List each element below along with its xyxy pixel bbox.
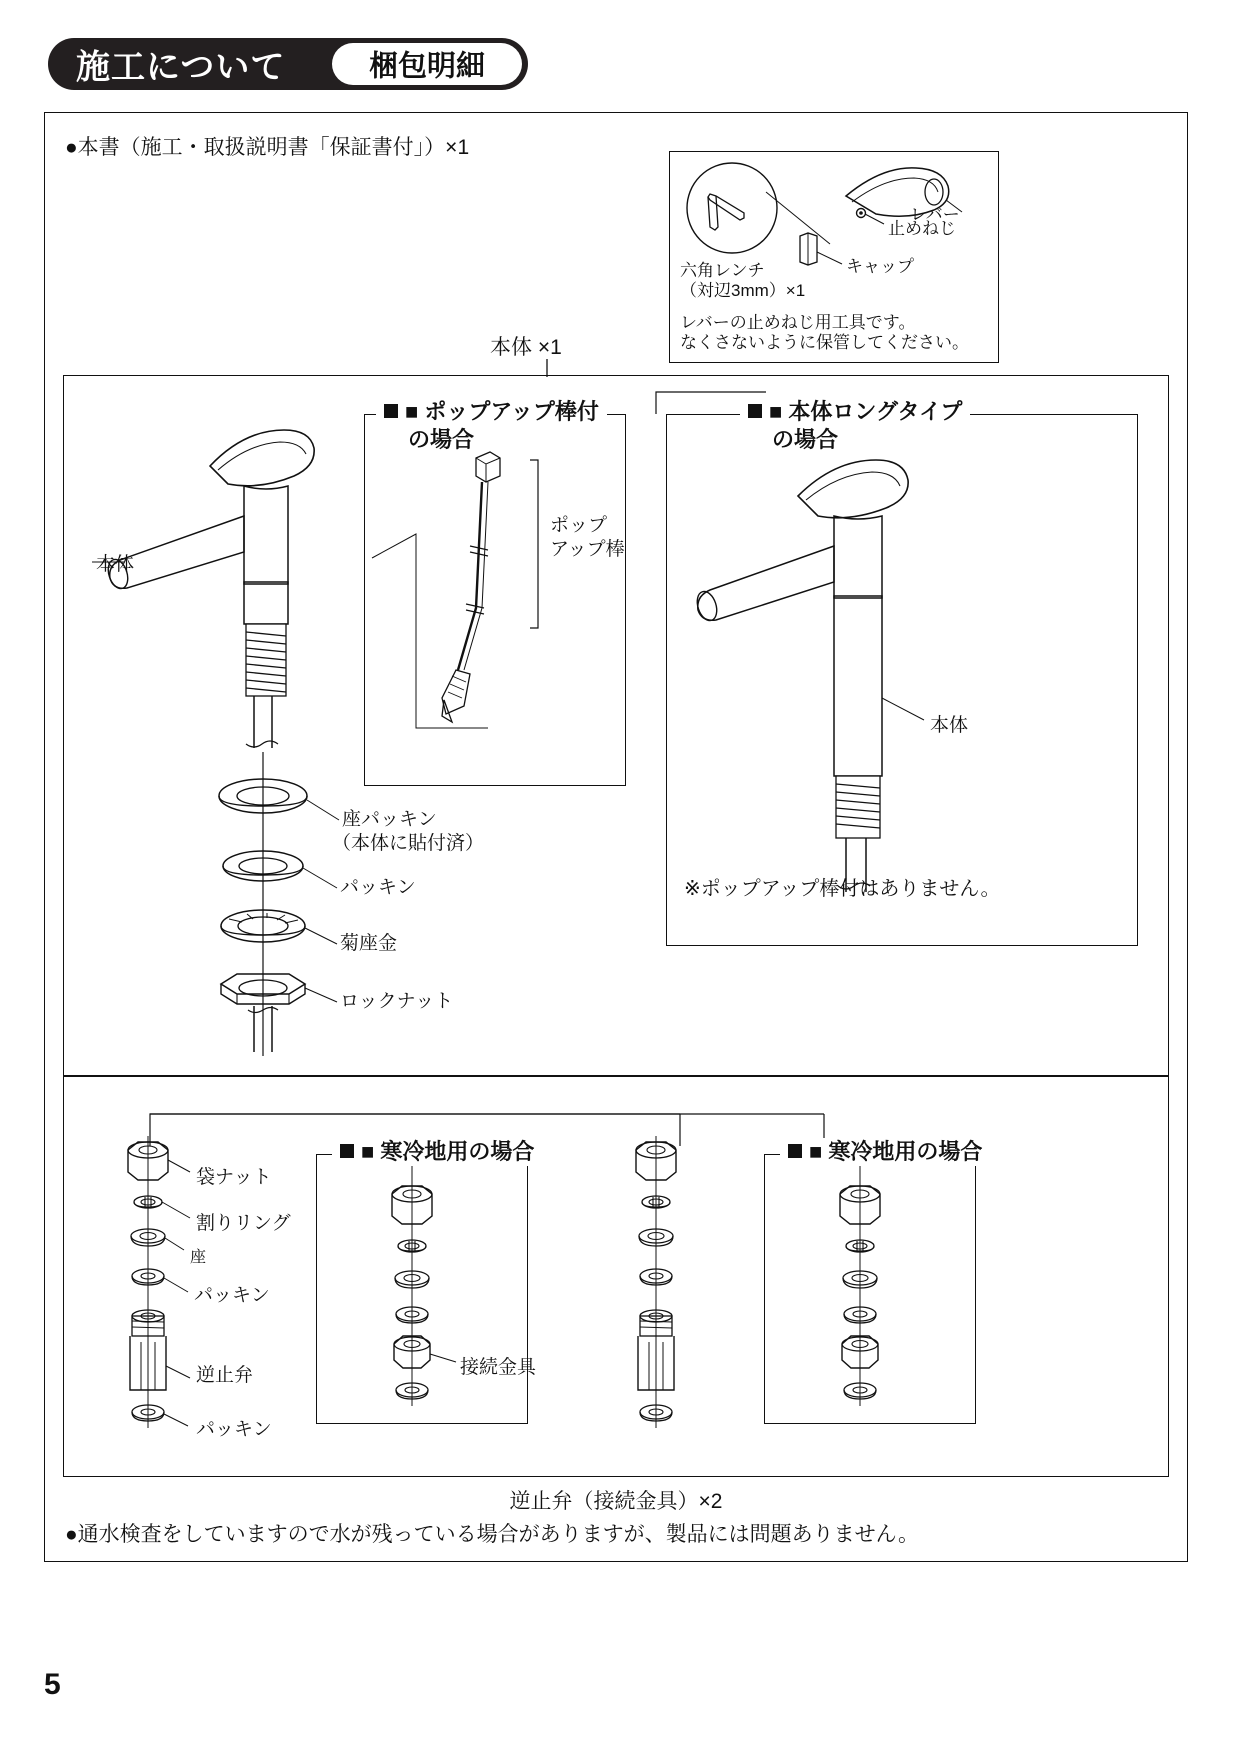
hex-wrench-inset — [669, 151, 999, 363]
popup-rod-header-line2: の場合 — [408, 427, 475, 452]
fitting-label-1: 接続金具 — [460, 1357, 537, 1378]
seat-packing-label-line1: 座パッキン — [342, 809, 437, 830]
packing-label-bottom2: パッキン — [196, 1419, 272, 1440]
long-body-header-text: ■ 本体ロングタイプ — [769, 399, 963, 424]
page-number: 5 — [44, 1668, 61, 1701]
bullet-square-icon-4 — [788, 1144, 802, 1158]
long-body-connector — [656, 384, 776, 424]
cold-region-header-1 — [332, 1138, 542, 1166]
bullet-square-icon — [384, 404, 398, 418]
packing-label-bottom: パッキン — [194, 1285, 270, 1306]
water-test-note: ●通水検査をしていますので水が残っている場合がありますが、製品には問題ありません。 — [65, 1523, 919, 1546]
hex-wrench-label-line2: （対辺3mm）×1 — [680, 281, 806, 300]
body-detail-frame — [63, 375, 1169, 1077]
cold-region-header-1-text: ■ 寒冷地用の場合 — [361, 1139, 535, 1164]
section-banner — [48, 38, 528, 90]
popup-rod-header-text: ■ ポップアップ棒付 — [405, 399, 599, 424]
wrench-note-line1: レバーの止めねじ用工具です。 — [680, 313, 916, 332]
popup-rod-label-line1: ポップ — [550, 515, 608, 536]
split-ring-label: 割りリング — [196, 1213, 291, 1234]
seat-label: 座 — [190, 1249, 207, 1266]
cold-valve-illustration-2 — [812, 1166, 932, 1416]
body-label-left: 本体 — [96, 554, 135, 575]
lever-label: レバー — [910, 205, 960, 224]
cap-label: キャップ — [846, 257, 914, 276]
bullet-square-icon-3 — [340, 1144, 354, 1158]
wrench-note-line2: なくさないように保管してください。 — [680, 333, 969, 352]
cold-region-header-2-text: ■ 寒冷地用の場合 — [809, 1139, 983, 1164]
check-valve-label: 逆止弁 — [196, 1365, 254, 1386]
kiku-washer-label: 菊座金 — [340, 933, 398, 954]
hex-wrench-label-line1: 六角レンチ — [680, 261, 765, 280]
lock-nut-label: ロックナット — [340, 991, 454, 1012]
popup-rod-label-line2: アップ棒 — [550, 539, 625, 560]
popup-rod-header-line1 — [376, 398, 607, 426]
popup-rod-illustration — [372, 438, 622, 768]
check-valve-caption: 逆止弁（接続金具）×2 — [509, 1490, 723, 1513]
banner-subtitle-plate — [332, 43, 522, 85]
set-screw-label: 止めねじ — [888, 219, 956, 238]
cold-region-header-2 — [780, 1138, 990, 1166]
body-qty-label: 本体 ×1 — [490, 336, 562, 359]
long-body-note: ※ポップアップ棒付はありません。 — [684, 878, 1001, 900]
long-body-label: 本体 — [930, 715, 969, 736]
manual-item-line: ●本書（施工・取扱説明書「保証書付」）×1 — [65, 136, 470, 159]
seat-packing-label-line2: （本体に貼付済） — [332, 833, 485, 854]
content-frame — [44, 112, 1188, 1562]
banner-title: 施工について — [76, 48, 286, 87]
long-body-illustration — [680, 448, 1080, 908]
packing-label: パッキン — [340, 877, 416, 898]
cap-nut-label: 袋ナット — [196, 1167, 272, 1188]
banner-subtitle: 梱包明細 — [368, 50, 486, 83]
check-valve-frame — [63, 1075, 1169, 1477]
check-valve-middle-illustration — [612, 1136, 732, 1436]
long-body-header-line2: の場合 — [772, 427, 839, 452]
